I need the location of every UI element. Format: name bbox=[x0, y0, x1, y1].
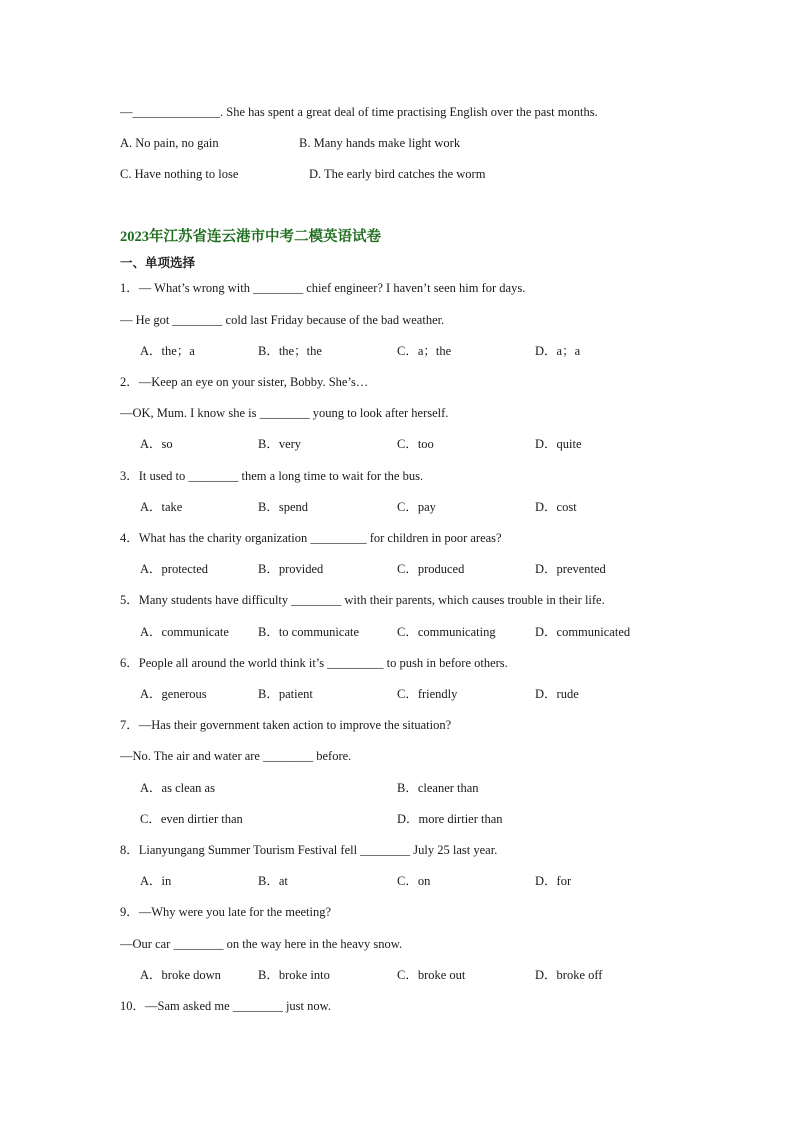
question-6-line-1: 6．People all around the world think it’s _________ to push in before others. bbox=[120, 656, 508, 670]
question-2-option-d: D．quite bbox=[535, 437, 582, 451]
question-1-option-c: C．a；the bbox=[397, 344, 452, 358]
question-9-line-1: 9．—Why were you late for the meeting? bbox=[120, 905, 332, 919]
prev-question-stem: —______________. She has spent a great deal of time practising English over the past months. bbox=[120, 105, 598, 119]
question-3-option-a: A．take bbox=[140, 500, 183, 514]
question-1-line-1: 1．— What’s wrong with ________ chief engineer? I haven’t seen him for days. bbox=[120, 281, 526, 295]
question-1-option-a: A．the；a bbox=[140, 344, 195, 358]
question-8-option-d: D．for bbox=[535, 874, 572, 888]
question-8-option-a: A．in bbox=[140, 874, 172, 888]
prev-option-b: B. Many hands make light work bbox=[299, 136, 461, 150]
question-5-option-c: C．communicating bbox=[397, 625, 496, 639]
question-8-line-1: 8．Lianyungang Summer Tourism Festival fell ________ July 25 last year. bbox=[120, 843, 498, 857]
question-5-option-b: B．to communicate bbox=[258, 625, 360, 639]
question-5-option-a: A．communicate bbox=[140, 625, 229, 639]
question-1-line-2: — He got ________ cold last Friday because of the bad weather. bbox=[120, 313, 445, 327]
question-6-option-a: A．generous bbox=[140, 687, 207, 701]
question-5-option-d: D．communicated bbox=[535, 625, 631, 639]
question-1-option-d: D．a；a bbox=[535, 344, 581, 358]
question-2-option-c: C．too bbox=[397, 437, 434, 451]
question-2-line-1: 2．—Keep an eye on your sister, Bobby. She’s… bbox=[120, 375, 369, 389]
prev-option-c: C. Have nothing to lose bbox=[120, 167, 239, 181]
question-7-line-2: —No. The air and water are ________ before. bbox=[120, 749, 352, 763]
question-3-option-d: D．cost bbox=[535, 500, 577, 514]
question-4-option-d: D．prevented bbox=[535, 562, 606, 576]
question-6-option-d: D．rude bbox=[535, 687, 579, 701]
question-8-option-b: B．at bbox=[258, 874, 288, 888]
question-6-option-c: C．friendly bbox=[397, 687, 458, 701]
question-9-option-d: D．broke off bbox=[535, 968, 603, 982]
question-3-line-1: 3．It used to ________ them a long time to wait for the bus. bbox=[120, 469, 424, 483]
question-3-option-b: B．spend bbox=[258, 500, 309, 514]
question-7-option-c: C．even dirtier than bbox=[140, 812, 243, 826]
question-9-option-c: C．broke out bbox=[397, 968, 466, 982]
question-2-option-b: B．very bbox=[258, 437, 302, 451]
question-8-option-c: C．on bbox=[397, 874, 431, 888]
question-10-line-1: 10．—Sam asked me ________ just now. bbox=[120, 999, 331, 1013]
question-1-option-b: B．the；the bbox=[258, 344, 322, 358]
question-6-option-b: B．patient bbox=[258, 687, 313, 701]
question-2-option-a: A．so bbox=[140, 437, 173, 451]
question-2-line-2: —OK, Mum. I know she is ________ young to look after herself. bbox=[120, 406, 449, 420]
question-7-option-a: A．as clean as bbox=[140, 781, 215, 795]
prev-option-a: A. No pain, no gain bbox=[120, 136, 219, 150]
question-5-line-1: 5．Many students have difficulty ________ with their parents, which causes trouble in their life. bbox=[120, 593, 605, 607]
question-4-option-a: A．protected bbox=[140, 562, 209, 576]
question-4-option-c: C．produced bbox=[397, 562, 465, 576]
section-heading: 一、单项选择 bbox=[120, 256, 196, 270]
question-9-option-b: B．broke into bbox=[258, 968, 330, 982]
question-4-option-b: B．provided bbox=[258, 562, 324, 576]
question-4-line-1: 4．What has the charity organization _________ for children in poor areas? bbox=[120, 531, 502, 545]
prev-option-d: D. The early bird catches the worm bbox=[309, 167, 486, 181]
question-7-option-d: D．more dirtier than bbox=[397, 812, 503, 826]
question-9-line-2: —Our car ________ on the way here in the heavy snow. bbox=[120, 937, 403, 951]
question-3-option-c: C．pay bbox=[397, 500, 436, 514]
question-9-option-a: A．broke down bbox=[140, 968, 221, 982]
question-7-option-b: B．cleaner than bbox=[397, 781, 479, 795]
question-7-line-1: 7．—Has their government taken action to improve the situation? bbox=[120, 718, 452, 732]
exam-title: 2023年江苏省连云港市中考二模英语试卷 bbox=[120, 229, 381, 245]
